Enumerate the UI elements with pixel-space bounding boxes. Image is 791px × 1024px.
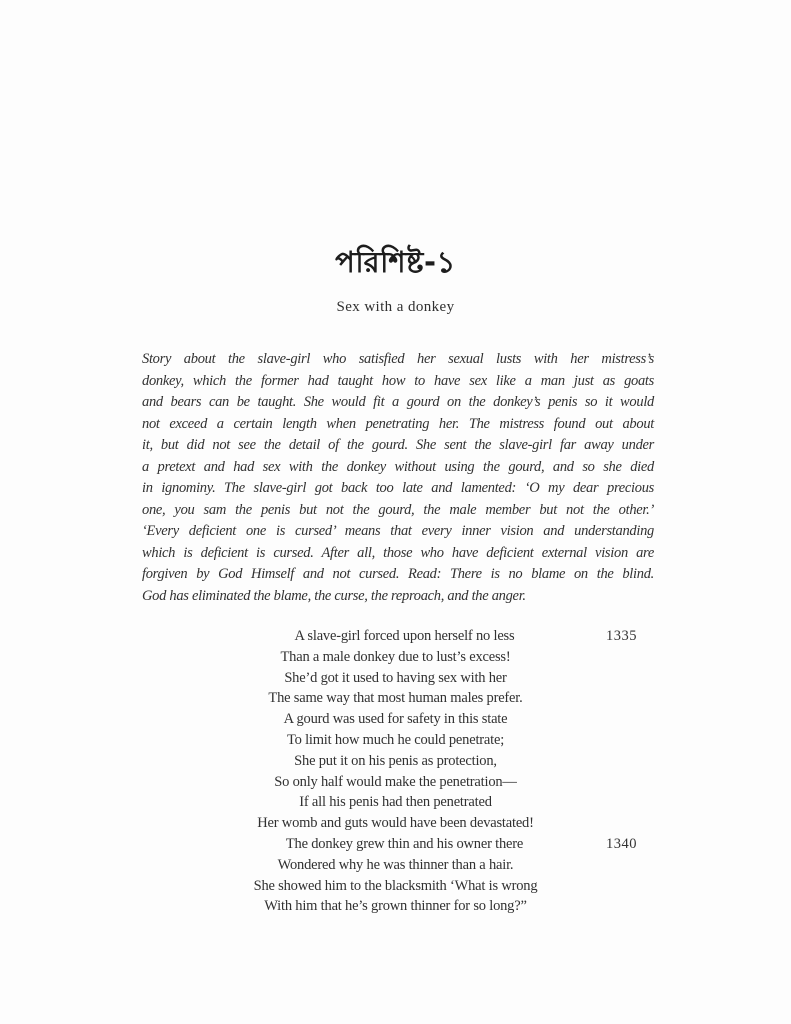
- verse-text: Than a male donkey due to lust’s excess!: [280, 648, 511, 665]
- verse-block: [0, 626, 791, 917]
- verse-text: If all his penis had then penetrated: [299, 794, 492, 811]
- prose-line: in ignominy. The slave-girl got back too late and lamented: ‘O my dear precious: [142, 480, 654, 496]
- verse-line: [0, 626, 791, 647]
- verse-text: She’d got it used to having sex with her: [284, 669, 507, 686]
- verse-text: To limit how much he could penetrate;: [286, 731, 505, 748]
- verse-text: A slave-girl forced upon herself no less: [294, 628, 515, 644]
- verse-text: She put it on his penis as protection,: [294, 752, 497, 769]
- story-summary-paragraph: [142, 349, 654, 607]
- verse-line: [0, 751, 791, 772]
- section-subtitle: Sex with a donkey: [336, 299, 455, 315]
- verse-text: Her womb and guts would have been devastated!: [257, 815, 534, 832]
- prose-line: which is deficient is cursed. After all, those who have deficient external vision are: [142, 544, 654, 561]
- prose-line: donkey, which the former had taught how to have sex like a man just as goats: [142, 372, 654, 389]
- verse-text: Wondered why he was thinner than a hair.: [277, 856, 514, 873]
- verse-text: She showed him to the blacksmith ‘What is wrong: [253, 877, 538, 894]
- verse-line: [0, 688, 791, 709]
- prose-line: ‘Every deficient one is cursed’ means that every inner vision and understanding: [142, 523, 654, 539]
- verse-line: [0, 772, 791, 793]
- prose-line: forgiven by God Himself and not cursed. Read: There is no blame on the blind.: [142, 566, 654, 582]
- prose-line: not exceed a certain length when penetrating her. The mistress found out about: [142, 415, 654, 432]
- verse-line: [0, 709, 791, 730]
- verse-text: With him that he’s grown thinner for so long?”: [264, 898, 527, 915]
- appendix-title-bengali: পরিশিষ্ট-১: [335, 245, 456, 279]
- prose-line: God has eliminated the blame, the curse, the reproach, and the anger.: [142, 587, 526, 604]
- verse-line: [0, 896, 791, 917]
- verse-line: [0, 792, 791, 813]
- verse-text: The same way that most human males prefer.: [268, 690, 523, 707]
- prose-line: it, but did not see the detail of the gourd. She sent the slave-girl far away under: [142, 437, 654, 453]
- verse-text: So only half would make the penetration—: [274, 773, 517, 790]
- verse-line: [0, 855, 791, 876]
- prose-line: Story about the slave-girl who satisfied her sexual lusts with her mistress’s: [142, 351, 654, 367]
- verse-line: [0, 876, 791, 897]
- verse-line: [0, 647, 791, 668]
- verse-text: A gourd was used for safety in this state: [283, 711, 508, 728]
- prose-line: a pretext and had sex with the donkey without using the gourd, and so she died: [142, 458, 654, 475]
- verse-text: The donkey grew thin and his owner there: [285, 835, 524, 852]
- verse-line: [0, 834, 791, 855]
- verse-line-number: 1335: [606, 628, 637, 644]
- verse-line: [0, 813, 791, 834]
- prose-line: and bears can be taught. She would fit a gourd on the donkey’s penis so it would: [142, 394, 654, 410]
- verse-line: [0, 668, 791, 689]
- prose-line: one, you sam the penis but not the gourd, the male member but not the other.’: [142, 501, 654, 518]
- verse-line: [0, 730, 791, 751]
- verse-line-number: 1340: [606, 835, 637, 852]
